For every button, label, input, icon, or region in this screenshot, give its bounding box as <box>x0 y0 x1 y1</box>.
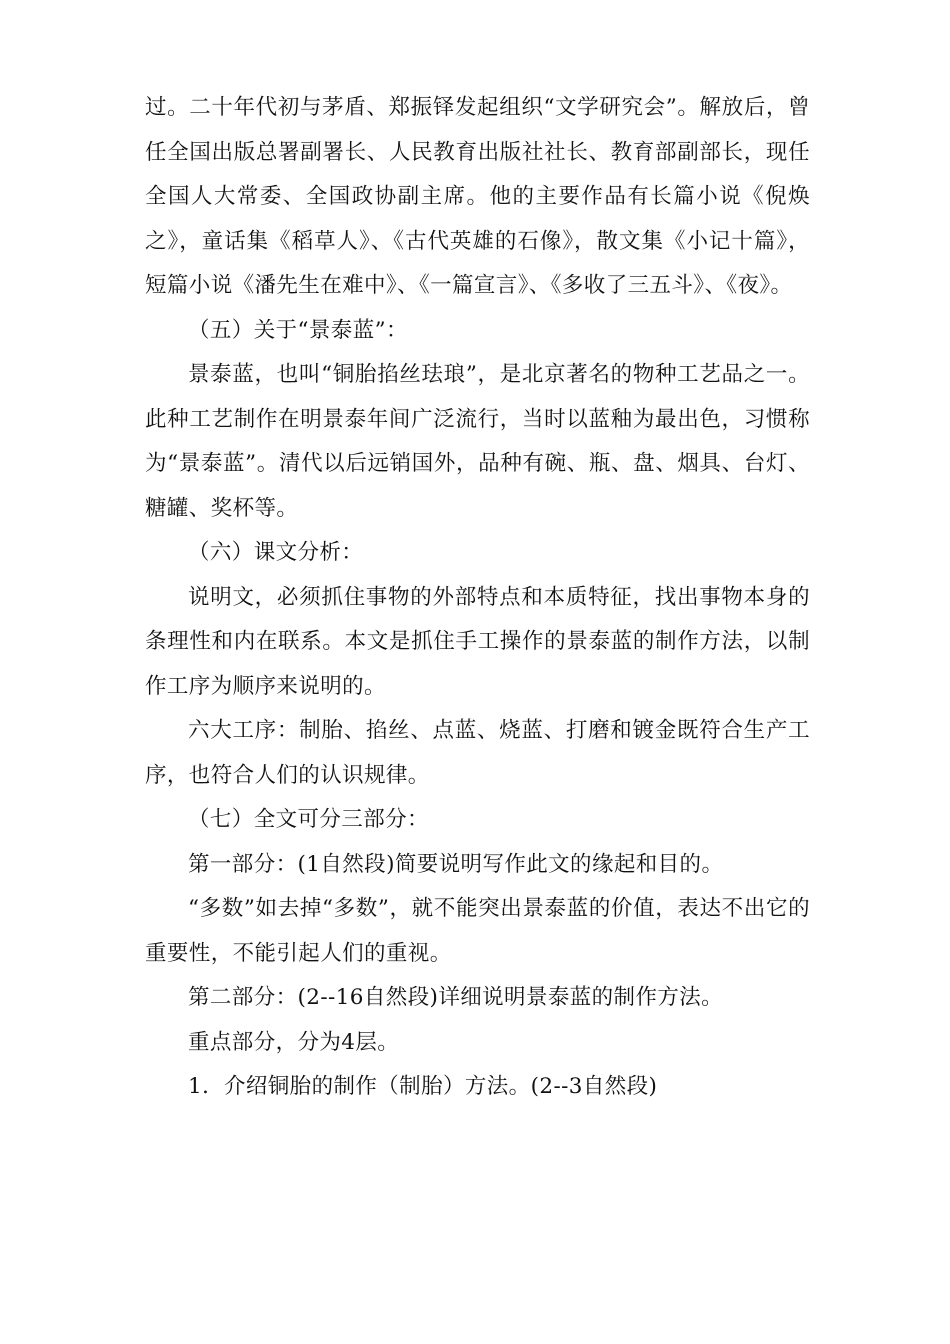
paragraph-key-part: 重点部分，分为4层。 <box>188 1029 400 1055</box>
paragraph-part-one: 第一部分：(1自然段)简要说明写作此文的缘起和目的。 <box>188 851 724 877</box>
paragraph-six-processes: 六大工序：制胎、掐丝、点蓝、烧蓝、打磨和镀金既符合生产工序，也符合人们的认识规律。 <box>145 718 810 788</box>
paragraph-heading-structure: （七）全文可分三部分： <box>188 807 429 832</box>
paragraph-layer-one: 1．介绍铜胎的制作（制胎）方法。(2--3自然段) <box>188 1074 658 1099</box>
paragraph-duoshu-note: “多数”如去掉“多数”，就不能突出景泰蓝的价值，表达不出它的重要性，不能引起人们的重视。 <box>145 896 810 966</box>
paragraph-part-two: 第二部分：(2--16自然段)详细说明景泰蓝的制作方法。 <box>188 985 724 1010</box>
paragraph-heading-jingtailan: （五）关于“景泰蓝”： <box>188 317 408 343</box>
paragraph-jingtailan-intro: 景泰蓝，也叫“铜胎掐丝珐琅”，是北京著名的物种工艺品之一。此种工艺制作在明景泰年间广泛流行，当时以蓝釉为最出色，习惯称为“景泰蓝”。清代以后远销国外，品种有碗、瓶、盘、烟具、台灯、糖罐、奖杯等。 <box>145 362 810 521</box>
paragraph-biography: 过。二十年代初与茅盾、郑振铎发起组织“文学研究会”。解放后，曾任全国出版总署副署长、人民教育出版社社长、教育部副部长，现任全国人大常委、全国政协副主席。他的主要作品有长篇小说《倪焕之》，童话集《稻草人》、《古代英雄的石像》，散文集《小记十篇》，短篇小说《潘先生在难中》、《一篇宣言》、《多收了三五斗》、《夜》。 <box>145 95 810 298</box>
document-body <box>145 86 810 1110</box>
paragraph-analysis: 说明文，必须抓住事物的外部特点和本质特征，找出事物本身的条理性和内在联系。本文是抓住手工操作的景泰蓝的制作方法，以制作工序为顺序来说明的。 <box>145 584 810 699</box>
paragraph-heading-analysis: （六）课文分析： <box>188 540 364 565</box>
